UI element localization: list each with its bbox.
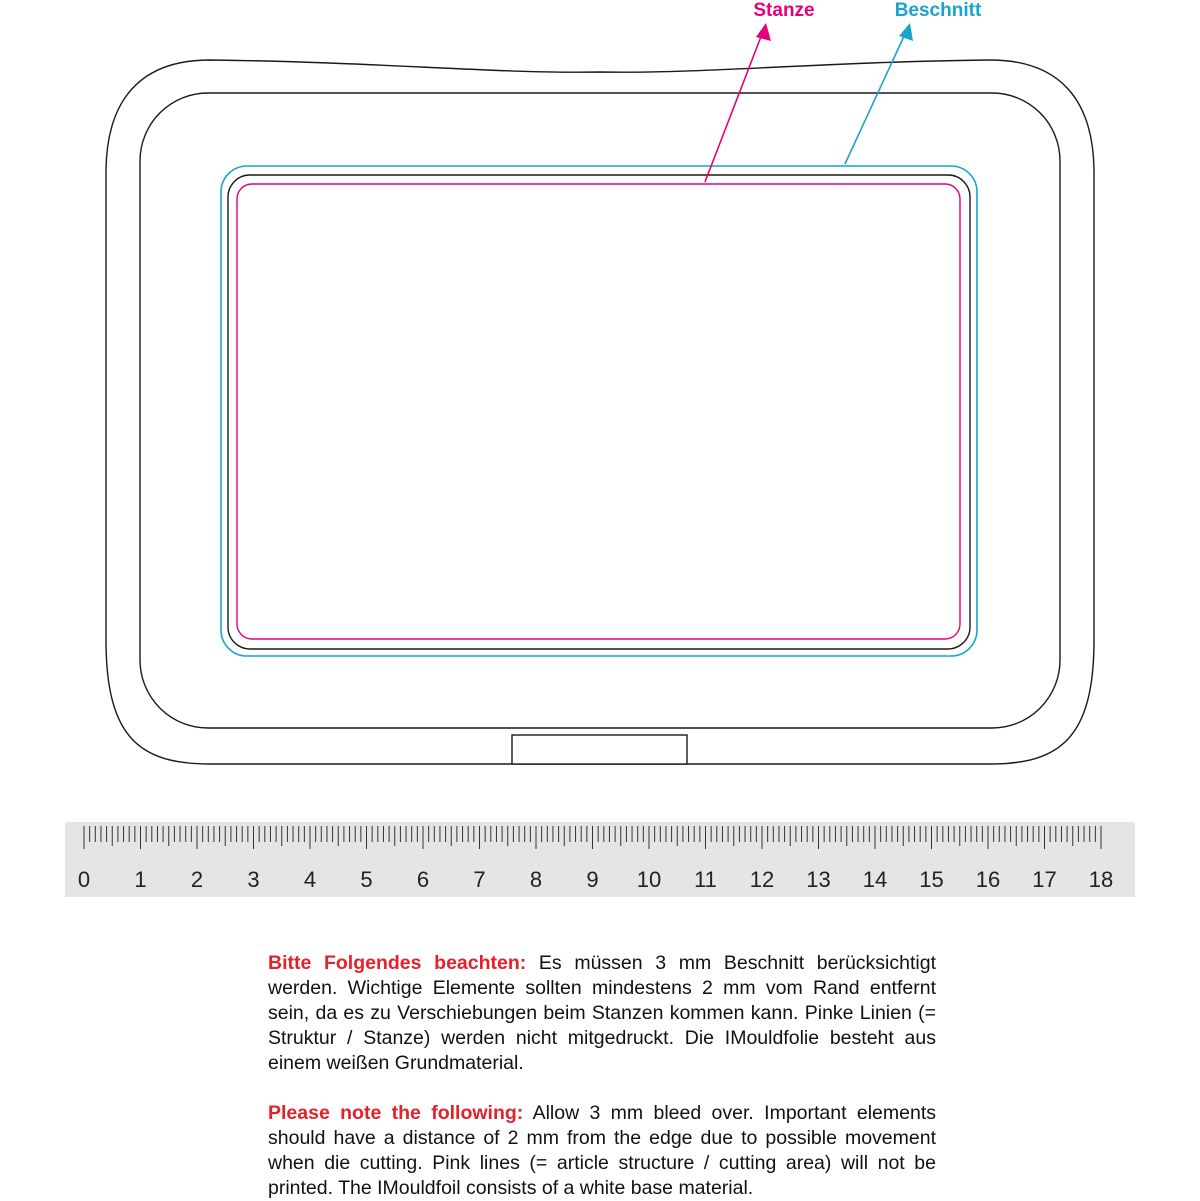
- beschnitt-arrowhead-icon: [899, 23, 913, 41]
- ruler-number: 8: [529, 867, 543, 892]
- ruler-number: 7: [473, 867, 486, 892]
- note-english: [268, 1101, 936, 1201]
- beschnitt-callout-line: [845, 34, 905, 164]
- die-cut-line: [237, 184, 960, 639]
- ruler-number: 14: [862, 867, 888, 892]
- ruler-number: 1: [134, 867, 147, 892]
- ruler-number: 13: [806, 867, 831, 892]
- beschnitt-label: Beschnitt: [894, 0, 982, 21]
- latch-tab: [512, 735, 687, 764]
- ruler-number: 4: [303, 867, 317, 892]
- note-german: [268, 951, 936, 1076]
- ruler-number: 16: [975, 867, 1001, 892]
- recess-outline: [228, 175, 970, 649]
- stanze-arrowhead-icon: [756, 23, 771, 41]
- bleed-line: [221, 166, 977, 656]
- ruler-number: 15: [919, 867, 944, 892]
- ruler-number: 3: [247, 867, 260, 892]
- note-german-body: Es müssen 3 mm Beschnitt berücksichtigt werden. Wichtige Elemente sollten mindestens 2 mm vom Rand entfernt sein, da es zu Verschiebungen beim Stanzen kommen kann. Pinke Linien (= Struktur / Stanze) werden nicht mitgedruckt. Die IMouldfolie besteht aus einem weißen Grundmaterial.: [268, 952, 936, 1074]
- stanze-label: Stanze: [753, 0, 815, 21]
- note-german-lead: Bitte Folgendes beachten:: [268, 952, 527, 974]
- ruler-number: 11: [694, 867, 717, 892]
- lid-inner-outline: [140, 93, 1060, 728]
- ruler-number: 10: [636, 867, 662, 892]
- measurement-ruler: [65, 822, 1135, 897]
- ruler-number: 17: [1032, 867, 1057, 892]
- ruler-number: 12: [749, 867, 775, 892]
- ruler-number: 5: [360, 867, 373, 892]
- stanze-callout-line: [705, 34, 762, 182]
- ruler-number: 0: [77, 867, 91, 892]
- ruler-number: 6: [416, 867, 430, 892]
- note-english-lead: Please note the following:: [268, 1102, 524, 1124]
- ruler-number: 18: [1088, 867, 1114, 892]
- ruler-scale: [65, 822, 1135, 897]
- note-english-body: Allow 3 mm bleed over. Important elements should have a distance of 2 mm from the edge due to possible movement when die cutting. Pink lines (= article structure / cutting area) will not be printed. The IMouldfoil consists of a white base material.: [268, 1102, 937, 1199]
- ruler-number: 2: [190, 867, 204, 892]
- ruler-number: 9: [586, 867, 599, 892]
